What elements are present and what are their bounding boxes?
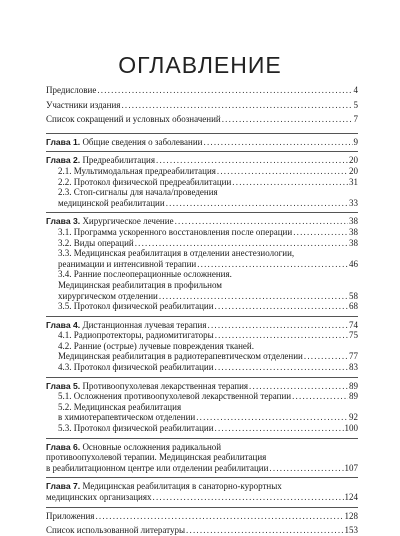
page-number: 5: [353, 99, 358, 110]
dot-leader: [215, 330, 348, 341]
toc-title-line: 4.2. Ранние (острые) лучевые повреждения тканей.: [58, 340, 254, 351]
toc-line: [58, 280, 358, 291]
toc-title-line: медицинских организациях: [46, 492, 152, 502]
toc-title-line: Хирургическое лечение: [82, 216, 174, 227]
page-number: 107: [344, 462, 358, 473]
page-number: 89: [349, 380, 358, 391]
chapter-label: Глава 4.: [46, 319, 81, 330]
toc-entry[interactable]: [46, 100, 358, 111]
table-of-contents: [46, 85, 358, 536]
toc-line: [46, 155, 358, 166]
dot-leader: [153, 492, 344, 503]
toc-text: [58, 391, 291, 402]
toc-line: [58, 330, 358, 341]
toc-text: [58, 259, 196, 270]
dot-leader: [215, 362, 348, 373]
toc-title-line: Список сокращений и условных обозначений: [46, 114, 221, 125]
toc-text: [46, 85, 96, 96]
toc-text: [58, 362, 214, 373]
dot-leader: [175, 216, 348, 227]
page-number: 20: [349, 155, 358, 166]
toc-chapter[interactable]: [46, 481, 358, 502]
toc-subentry[interactable]: [46, 248, 358, 269]
toc-line: [58, 412, 358, 423]
dot-leader: [135, 238, 348, 249]
dot-leader: [159, 291, 348, 302]
toc-line: [58, 198, 358, 209]
chapter-label: Глава 7.: [46, 481, 81, 492]
toc-text: [46, 100, 120, 111]
toc-line: [46, 452, 358, 463]
dot-leader: [222, 114, 353, 125]
spacer: [46, 125, 358, 129]
dot-leader: [197, 259, 348, 270]
dot-leader: [156, 155, 348, 166]
toc-title-line: 3.3. Медицинская реабилитация в отделении анестезиологии,: [58, 248, 295, 259]
toc-subentry[interactable]: [46, 269, 358, 301]
toc-text: [46, 492, 152, 503]
toc-text: [46, 137, 203, 148]
chapter-label: Глава 6.: [46, 441, 81, 452]
toc-line: [46, 463, 358, 474]
dot-leader: [204, 137, 353, 148]
toc-chapter[interactable]: [46, 137, 358, 148]
toc-title-line: 3.2. Виды операций: [58, 237, 134, 248]
chapter-label: Глава 1.: [46, 136, 81, 147]
toc-title-line: Предисловие: [46, 85, 97, 95]
section-divider: [46, 316, 358, 317]
toc-subentry[interactable]: [46, 166, 358, 177]
toc-chapter[interactable]: [46, 320, 358, 331]
dot-leader: [292, 391, 348, 402]
toc-subentry[interactable]: [46, 177, 358, 188]
toc-title-line: Основные осложнения радикальной: [82, 441, 222, 452]
page-number: 68: [349, 301, 358, 312]
page-number: 31: [349, 176, 358, 187]
toc-line: [58, 238, 358, 249]
toc-chapter[interactable]: [46, 155, 358, 166]
toc-line: [58, 301, 358, 312]
toc-title-line: Предреабилитация: [82, 155, 156, 166]
toc-line: [46, 137, 358, 148]
page-number: 38: [349, 237, 358, 248]
toc-text: [46, 511, 94, 522]
toc-text: [58, 198, 165, 209]
page-number: 100: [344, 423, 358, 434]
toc-title-line: 4.1. Радиопротекторы, радиомитигаторы: [58, 330, 214, 341]
dot-leader: [121, 100, 352, 111]
toc-title-line: Дистанционная лучевая терапия: [82, 319, 207, 330]
page-number: 46: [349, 258, 358, 269]
toc-title-line: Участники издания: [46, 99, 121, 110]
toc-subentry[interactable]: [46, 238, 358, 249]
page-number: 58: [349, 290, 358, 301]
toc-title-line: 2.1. Мультимодальная предреабилитация: [58, 165, 216, 176]
toc-text: [58, 351, 303, 362]
toc-subentry[interactable]: [46, 423, 358, 434]
toc-line: [46, 492, 358, 503]
page-number: 77: [349, 351, 358, 362]
section-divider: [46, 151, 358, 152]
page-number: 89: [349, 391, 358, 402]
page-number: 38: [349, 226, 358, 237]
toc-text: [58, 412, 195, 423]
toc-title-line: 2.3. Стоп-сигналы для начала/проведения: [58, 187, 218, 198]
toc-line: [46, 216, 358, 227]
page-number: 33: [349, 197, 358, 208]
section-divider: [46, 212, 358, 213]
toc-line: [58, 227, 358, 238]
toc-title-line: медицинской реабилитации: [58, 197, 165, 208]
dot-leader: [269, 463, 343, 474]
toc-line: [46, 525, 358, 536]
chapter-label: Глава 2.: [46, 155, 81, 166]
toc-subentry[interactable]: [46, 330, 358, 341]
dot-leader: [232, 177, 348, 188]
dot-leader: [293, 227, 348, 238]
toc-text: [58, 238, 134, 249]
toc-text: [46, 525, 185, 536]
toc-title-line: 5.2. Медицинская реабилитация: [58, 401, 182, 412]
toc-line: [46, 511, 358, 522]
toc-title-line: Список использованной литературы: [46, 525, 186, 536]
section-divider: [46, 477, 358, 478]
toc-subentry[interactable]: [46, 227, 358, 238]
toc-text: [58, 227, 292, 238]
toc-line: [46, 320, 358, 331]
toc-text: [58, 291, 158, 302]
toc-chapter[interactable]: [46, 381, 358, 392]
page-title: ОГЛАВЛЕНИЕ: [118, 52, 282, 78]
toc-line: [58, 269, 358, 280]
page-number: 83: [349, 362, 358, 373]
dot-leader: [186, 525, 343, 536]
toc-subentry[interactable]: [46, 402, 358, 423]
toc-title-line: Общие сведения о заболевании: [82, 136, 203, 147]
toc-title-line: в химиотерапевтическом отделении: [58, 412, 196, 423]
section-divider: [46, 507, 358, 508]
toc-line: [58, 402, 358, 413]
toc-line: [58, 291, 358, 302]
toc-line: [58, 177, 358, 188]
toc-entry[interactable]: [46, 511, 358, 522]
toc-text: [46, 216, 174, 227]
dot-leader: [196, 412, 348, 423]
toc-text: [46, 155, 155, 166]
dot-leader: [304, 351, 348, 362]
page-number: 38: [349, 216, 358, 227]
dot-leader: [95, 511, 343, 522]
toc-text: [58, 166, 216, 177]
page-number: 92: [349, 412, 358, 423]
toc-title-line: хирургическом отделении: [58, 290, 158, 301]
toc-title-line: противоопухолевой терапии. Медицинская реабилитация: [46, 452, 267, 463]
toc-title-line: 5.1. Осложнения противоопухолевой лекарственной терапии: [58, 391, 292, 402]
toc-title-line: Медицинская реабилитация в радиотерапевтическом отделении: [58, 351, 303, 362]
toc-line: [46, 481, 358, 492]
toc-chapter[interactable]: [46, 442, 358, 474]
toc-line: [58, 351, 358, 362]
toc-title-line: в реабилитационном центре или отделении реабилитации: [46, 462, 269, 473]
dot-leader: [166, 198, 348, 209]
dot-leader: [215, 301, 348, 312]
toc-title-line: 2.2. Протокол физической предреабилитации: [58, 176, 232, 187]
chapter-label: Глава 5.: [46, 380, 81, 391]
dot-leader: [208, 320, 349, 331]
dot-leader: [249, 381, 348, 392]
page-number: 4: [353, 85, 358, 95]
toc-line: [46, 100, 358, 111]
toc-line: [58, 423, 358, 434]
page-number: 75: [349, 330, 358, 341]
toc-text: [58, 177, 231, 188]
toc-line: [58, 362, 358, 373]
toc-title-line: Медицинская реабилитация в профильном: [58, 279, 222, 290]
toc-text: [58, 301, 214, 312]
section-divider: [46, 377, 358, 378]
toc-text: [46, 381, 248, 392]
toc-line: [46, 85, 358, 96]
dot-leader: [217, 166, 348, 177]
toc-subentry[interactable]: [46, 301, 358, 312]
toc-line: [58, 341, 358, 352]
toc-subentry[interactable]: [46, 341, 358, 362]
toc-entry[interactable]: [46, 525, 358, 536]
toc-subentry[interactable]: [46, 391, 358, 402]
toc-title-line: Приложения: [46, 510, 95, 521]
toc-title-line: 3.1. Программа ускоренного восстановления после операции: [58, 226, 293, 237]
toc-title-line: 4.3. Протокол физической реабилитации: [58, 362, 214, 373]
toc-text: [46, 114, 221, 125]
page-number: 128: [344, 510, 358, 521]
section-divider: [46, 438, 358, 439]
section-divider: [46, 133, 358, 134]
dot-leader: [97, 85, 352, 96]
page-number: 7: [353, 114, 358, 125]
toc-subentry[interactable]: [46, 362, 358, 373]
toc-line: [46, 114, 358, 125]
toc-text: [58, 330, 214, 341]
toc-entry[interactable]: [46, 85, 358, 96]
toc-text: [46, 463, 268, 474]
toc-text: [58, 423, 214, 434]
page-number: 124: [344, 492, 358, 502]
toc-entry[interactable]: [46, 114, 358, 125]
toc-title-line: Медицинская реабилитация в санаторно-курортных: [82, 481, 282, 492]
toc-line: [58, 391, 358, 402]
dot-leader: [215, 423, 344, 434]
chapter-label: Глава 3.: [46, 216, 81, 227]
toc-line: [58, 248, 358, 259]
toc-title-line: реанимации и интенсивной терапии: [58, 258, 197, 269]
page-number: 20: [349, 165, 358, 176]
toc-line: [58, 187, 358, 198]
page-number: 153: [344, 525, 358, 536]
toc-line: [46, 381, 358, 392]
toc-subentry[interactable]: [46, 187, 358, 208]
toc-line: [58, 166, 358, 177]
toc-title-line: Противоопухолевая лекарственная терапия: [82, 380, 249, 391]
toc-line: [46, 442, 358, 453]
toc-chapter[interactable]: [46, 216, 358, 227]
page-number: 9: [353, 136, 358, 147]
toc-title-line: 3.5. Протокол физической реабилитации: [58, 301, 214, 312]
toc-title-line: 5.3. Протокол физической реабилитации: [58, 423, 214, 434]
toc-line: [58, 259, 358, 270]
toc-text: [46, 320, 207, 331]
toc-title-line: 3.4. Ранние послеоперационные осложнения.: [58, 269, 232, 280]
page-number: 74: [349, 319, 358, 330]
